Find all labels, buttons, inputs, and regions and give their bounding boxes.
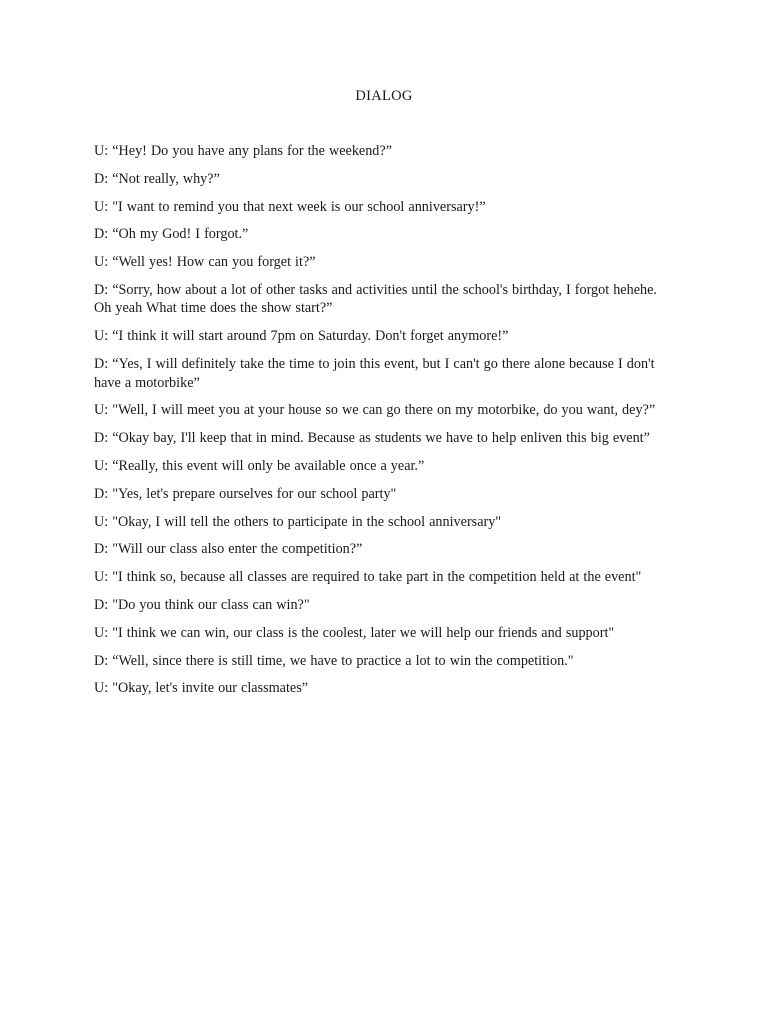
dialog-line: D: “Sorry, how about a lot of other tasks and activities until the school's birthday, I forgot hehehe. Oh yeah What time does the show start?” (94, 281, 657, 317)
dialog-line: U: "I think we can win, our class is the coolest, later we will help our friends and support" (94, 624, 615, 641)
dialog-line: D: “Well, since there is still time, we have to practice a lot to win the competition." (94, 652, 574, 669)
dialog-line: U: "I want to remind you that next week is our school anniversary!” (94, 198, 486, 215)
dialog-line: U: "Okay, I will tell the others to participate in the school anniversary" (94, 513, 502, 530)
dialog-line: U: "Well, I will meet you at your house so we can go there on my motorbike, do you want, dey?” (94, 402, 656, 419)
dialog-line: U: "Okay, let's invite our classmates” (94, 680, 309, 697)
dialog-line: U: “Hey! Do you have any plans for the weekend?” (94, 143, 392, 159)
dialog-list (94, 142, 668, 707)
dialog-line: U: “I think it will start around 7pm on Saturday. Don't forget anymore!” (94, 328, 509, 345)
dialog-line: D: "Will our class also enter the competition?” (94, 541, 363, 558)
dialog-line: U: “Really, this event will only be available once a year.” (94, 457, 425, 474)
document-title: DIALOG (355, 88, 413, 104)
dialog-line: D: “Okay bay, I'll keep that in mind. Because as students we have to help enliven this big event” (94, 430, 650, 447)
dialog-line: D: "Do you think our class can win?" (94, 596, 310, 613)
dialog-line: U: "I think so, because all classes are required to take part in the competition held at the event" (94, 569, 642, 586)
dialog-line: U: “Well yes! How can you forget it?” (94, 254, 316, 271)
dialog-line: D: “Not really, why?” (94, 170, 220, 187)
dialog-line: D: "Yes, let's prepare ourselves for our school party" (94, 485, 397, 502)
dialog-line: D: “Oh my God! I forgot.” (94, 226, 249, 243)
dialog-line: D: “Yes, I will definitely take the time to join this event, but I can't go there alone because I don't have a motorbike” (94, 356, 655, 391)
